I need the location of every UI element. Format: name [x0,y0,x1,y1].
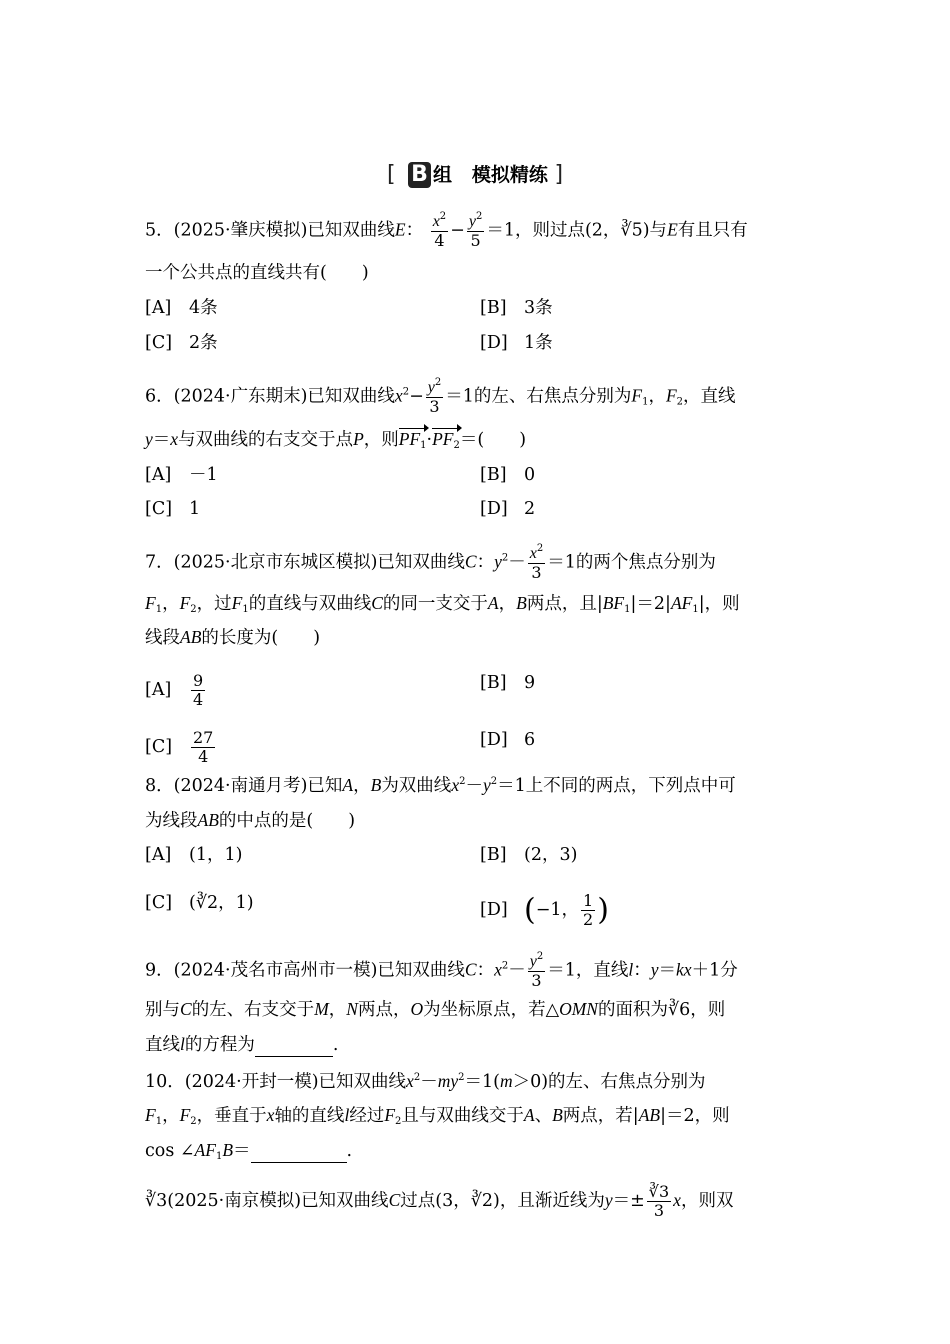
stem-text: ： [633,960,651,981]
var: l [628,959,634,980]
stem-text: ＝1的左、右焦点分别为 [445,386,632,407]
stem-text: 已知双曲线 [377,552,465,573]
option-label: [B] [480,673,507,693]
stem-text: ，则 [690,1000,726,1020]
stem-text: 的长度为( ) [201,628,321,648]
option-5b [480,297,553,319]
var: B [552,1105,563,1125]
stem-text: 两点，若| [562,1106,639,1126]
subscript: 1 [242,604,249,615]
stem-text: ，则双 [680,1191,734,1211]
question-7-line-3 [145,626,320,649]
question-source: (2025·南京模拟) [167,1191,302,1211]
option-label: [C] [145,893,173,913]
option-text: 9 [524,673,536,693]
option-text: 2条 [189,333,218,353]
var: x [266,1105,275,1125]
option-label: [A] [145,298,172,318]
exponent: 2 [439,211,447,222]
bracket-right: ] [554,162,564,187]
stem-text: 已知 [307,776,343,796]
question-source: (2024·南通月考) [173,776,308,796]
option-7c [145,729,217,766]
stem-text: ， [353,776,371,796]
option-label: [D] [480,333,508,353]
option-text: 4条 [189,298,218,318]
stem-text: 过点(3， [400,1191,471,1211]
var: F [231,593,243,613]
exponent: 2 [501,552,509,564]
var: O [410,999,424,1019]
stem-text: ，直线 [683,386,736,407]
option-text: 1 [189,499,201,519]
option-text: −1， [535,900,580,920]
option-6d [480,498,535,520]
var: A [342,775,354,795]
stem-text: ， [162,1106,180,1126]
exponent: 2 [501,960,509,972]
question-source: (2024·开封一模) [184,1072,319,1092]
stem-text: 的中点的是( ) [218,811,356,831]
var: F [145,1105,156,1125]
stem-text: ，过 [196,594,232,614]
stem-text: ＝1( [464,1072,500,1092]
stem-text: 为坐标原点，若△ [423,1000,560,1020]
fraction [191,672,205,709]
var: F [665,385,677,406]
question-10-line-3 [145,1139,352,1163]
subscript: 1 [642,396,649,408]
option-text: 1条 [524,333,553,353]
var: x [394,385,403,406]
stem-text: 且与双曲线交于 [401,1106,524,1126]
operator: － [465,776,483,796]
stem-text: ＝1，则过点(2， [486,220,621,241]
question-6-line-1 [145,378,736,416]
subscript: 1 [624,604,631,615]
subscript: 1 [420,440,427,451]
stem-text: |＝2，则 [660,1106,730,1126]
var: l [180,1034,185,1054]
section-title: 模拟精练 [471,164,548,186]
option-label: [C] [145,333,173,353]
stem-text: ， [498,594,517,614]
option-text: (∛2，1) [189,893,254,913]
stem-text: 经过 [349,1106,385,1126]
var: x [673,1190,681,1210]
option-label: [D] [480,730,508,750]
var: PF [398,429,421,449]
option-label: [A] [145,845,172,865]
stem-text: 已知双曲线 [301,1191,389,1211]
operator: － [508,552,526,573]
var: y [482,775,491,795]
var: y [529,953,537,970]
var: l [344,1105,350,1125]
var: F [145,593,156,613]
var: PF [432,429,454,449]
question-source: (2024·茂名市高州市一模) [173,960,378,981]
var: AB [638,1105,661,1125]
question-number: 9． [145,960,174,981]
stem-text: 的左、右支交于 [191,1000,315,1020]
question-source: (2025·北京市东城区模拟) [173,552,378,573]
subscript: 2 [453,440,460,451]
denominator: 4 [434,231,445,250]
denominator: 3 [429,397,440,416]
var: y [650,959,659,980]
question-6-line-2 [145,428,526,451]
exponent: 2 [458,1072,465,1083]
stem-text: 有且只有 [677,220,748,241]
var: F [179,593,191,613]
stem-text: 的直线与双曲线 [248,594,372,614]
fraction [581,892,595,929]
var: x [170,429,179,449]
question-number: 8． [145,776,174,796]
stem-text: ＋1分 [691,960,738,981]
var: C [464,551,477,572]
question-5-line-2: 一个公共点的直线共有( ) [145,263,369,283]
option-8c [145,892,254,914]
stem-text: 与双曲线的右支交于点 [178,430,354,450]
paren-right: ) [597,892,609,928]
var: m [499,1071,513,1091]
var: BF [602,593,625,613]
option-label: [B] [480,845,507,865]
option-label: [B] [480,298,507,318]
operator: − [450,220,465,241]
question-7-line-1 [145,544,716,582]
option-label: [D] [480,499,508,519]
stem-text: 已知双曲线 [318,1072,407,1092]
option-8b [480,844,577,866]
operator: － [420,1072,438,1092]
var: y [604,1190,613,1210]
option-8d [480,892,609,929]
var: AF [194,1140,216,1160]
subscript: 1 [692,604,699,615]
subscript: 2 [190,1116,197,1127]
operator: · [426,430,433,450]
option-label: [B] [480,465,507,485]
denominator: 4 [198,747,209,766]
option-label: [C] [145,499,173,519]
vector-pf1 [399,428,427,451]
var: AB [197,810,219,830]
exponent: 2 [536,951,544,962]
var: y [427,379,435,396]
var: E [394,219,406,240]
option-label: [A] [145,465,172,485]
subscript: 1 [215,1151,223,1162]
question-number: 6． [145,386,174,407]
exponent: 2 [536,543,544,554]
stem-text: ＝ [233,1141,251,1161]
stem-text: ＝ [658,960,677,981]
var: E [667,219,678,240]
fraction [528,952,545,990]
option-6b [480,464,535,486]
stem-text: ， [328,1000,347,1020]
stem-text: 直线 [145,1035,180,1055]
subscript: 1 [155,604,163,615]
stem-text: 为线段 [145,811,198,831]
numerator: 27 [193,728,214,747]
option-7a [145,672,207,709]
question-9-line-3 [145,1033,338,1057]
stem-text: ， [162,594,180,614]
question-number: 5． [145,220,174,241]
stem-text: 的方程为 [184,1035,255,1055]
exponent: 2 [402,386,410,398]
numerator: 9 [193,671,204,690]
option-text: －1 [189,465,218,485]
stem-text: 已知双曲线 [377,960,465,981]
question-8-line-1 [145,774,736,797]
denominator: 3 [531,563,542,582]
stem-text: ＝1上不同的两点，下列点中可 [497,776,736,796]
fraction [647,1183,671,1220]
question-10-line-1 [145,1070,706,1093]
var: C [180,999,192,1019]
answer-blank[interactable] [255,1034,333,1057]
option-6c [145,498,200,520]
var: F [179,1105,191,1125]
option-8a [145,844,242,866]
operator: − [409,386,424,407]
stem-text: ＝( ) [459,430,527,450]
fraction [467,212,484,250]
question-7-line-2 [145,592,740,615]
question-9-line-2 [145,998,725,1021]
stem-text: ＝1的两个焦点分别为 [547,552,716,573]
question-9-line-1 [145,952,738,990]
denominator: 5 [470,231,481,250]
var: F [384,1105,396,1125]
var: AB [180,627,202,647]
group-badge-icon: B [408,162,431,188]
stem-text: ＞0)的左、右焦点分别为 [512,1072,706,1092]
stem-text: ＝1，直线 [547,960,629,981]
fraction [191,729,215,766]
var: y [468,213,476,230]
var: kx [676,959,692,980]
var: x [529,545,537,562]
operator: － [508,960,526,981]
denominator: 3 [653,1201,665,1220]
option-5c [145,332,218,354]
subscript: 1 [155,1116,163,1127]
var: C [464,959,477,980]
paren-left: ( [524,892,536,928]
stem-text: )，且渐近线为 [493,1191,605,1211]
question-number: 7． [145,552,174,573]
subscript: 2 [190,604,197,615]
question-number: ∛3 [145,1191,168,1211]
question-5-line-1 [145,212,748,250]
stem-text: ， [648,386,666,407]
question-source: (2024·广东期末) [173,386,308,407]
stem-text: |＝2| [630,594,671,614]
subscript: 2 [676,396,684,408]
radical: ∛2 [470,1191,494,1211]
stem-text: 线段 [145,628,180,648]
var: C [388,1190,401,1210]
var: B [370,775,382,795]
bracket-left: [ [386,162,396,187]
option-text: 6 [524,730,536,750]
radical: ∛6 [667,1000,691,1020]
option-label: [D] [480,900,508,920]
stem-text: )与 [642,220,668,241]
var: OMN [559,999,598,1019]
stem-text: 的同一支交于 [382,594,488,614]
exponent: 2 [434,377,442,388]
var: P [353,429,364,449]
stem-text: 别与 [145,1000,180,1020]
denominator: 3 [531,971,542,990]
option-text: 3条 [524,298,553,318]
vector-pf2 [432,428,460,451]
stem-text: ： [476,552,495,573]
var: A [487,593,499,613]
option-text: (2，3) [524,845,578,865]
var: M [314,999,329,1019]
var: x [451,775,460,795]
question-source: (2025·肇庆模拟) [173,220,308,241]
stem-text: 已知双曲线 [307,220,395,241]
var: A [523,1105,535,1125]
group-label: 组 [432,164,452,186]
fraction [426,378,443,416]
fraction [528,544,545,582]
stem-text: ： [405,220,424,241]
option-5a [145,297,218,319]
option-text: 2 [524,499,536,519]
var: y [145,429,153,449]
option-7d [480,729,535,751]
var: B [222,1140,234,1160]
stem-text: . [346,1141,353,1161]
stem-text: ，垂直于 [196,1106,267,1126]
exponent: 2 [459,776,466,787]
stem-text: 的面积为 [597,1000,668,1020]
stem-text: 、 [534,1106,553,1126]
question-number: 10． [145,1072,185,1092]
stem-text: 两点，且| [526,594,603,614]
option-text: (1，1) [189,845,243,865]
denominator: 4 [193,690,204,709]
stem-text: ，则 [363,430,399,450]
var: N [346,999,358,1019]
stem-text: . [332,1035,339,1055]
answer-blank[interactable] [251,1140,347,1163]
stem-text: ＝ [152,430,171,450]
stem-text: 轴的直线 [274,1106,345,1126]
section-heading [0,160,950,188]
option-text: 0 [524,465,536,485]
stem-text: 两点， [357,1000,411,1020]
fraction [431,212,448,250]
numerator: 1 [583,891,594,910]
var: my [437,1071,459,1091]
subscript: 2 [395,1116,402,1127]
option-6a [145,464,218,486]
stem-text: ＝± [612,1191,645,1211]
stem-text: cos ∠ [145,1141,195,1161]
radical: ∛5 [620,220,643,241]
var: AF [670,593,693,613]
var: x [494,959,502,980]
option-7b [480,672,535,694]
numerator: ∛3 [648,1182,670,1201]
option-5d [480,332,553,354]
var: B [516,593,527,613]
stem-text: 已知双曲线 [307,386,395,407]
question-11-line-1 [145,1183,733,1220]
exponent: 2 [475,211,483,222]
var: y [494,551,502,572]
var: x [406,1071,414,1091]
denominator: 2 [583,910,594,929]
option-label: [A] [145,680,172,700]
stem-text: ： [476,960,495,981]
question-10-line-2 [145,1104,730,1127]
option-label: [C] [145,737,173,757]
var: F [631,385,643,406]
exponent: 2 [490,776,498,787]
stem-text: 为双曲线 [381,776,452,796]
question-8-line-2 [145,809,355,832]
exponent: 2 [413,1072,421,1083]
var: C [371,593,383,613]
stem-text: |，则 [698,594,740,614]
var: x [432,213,440,230]
